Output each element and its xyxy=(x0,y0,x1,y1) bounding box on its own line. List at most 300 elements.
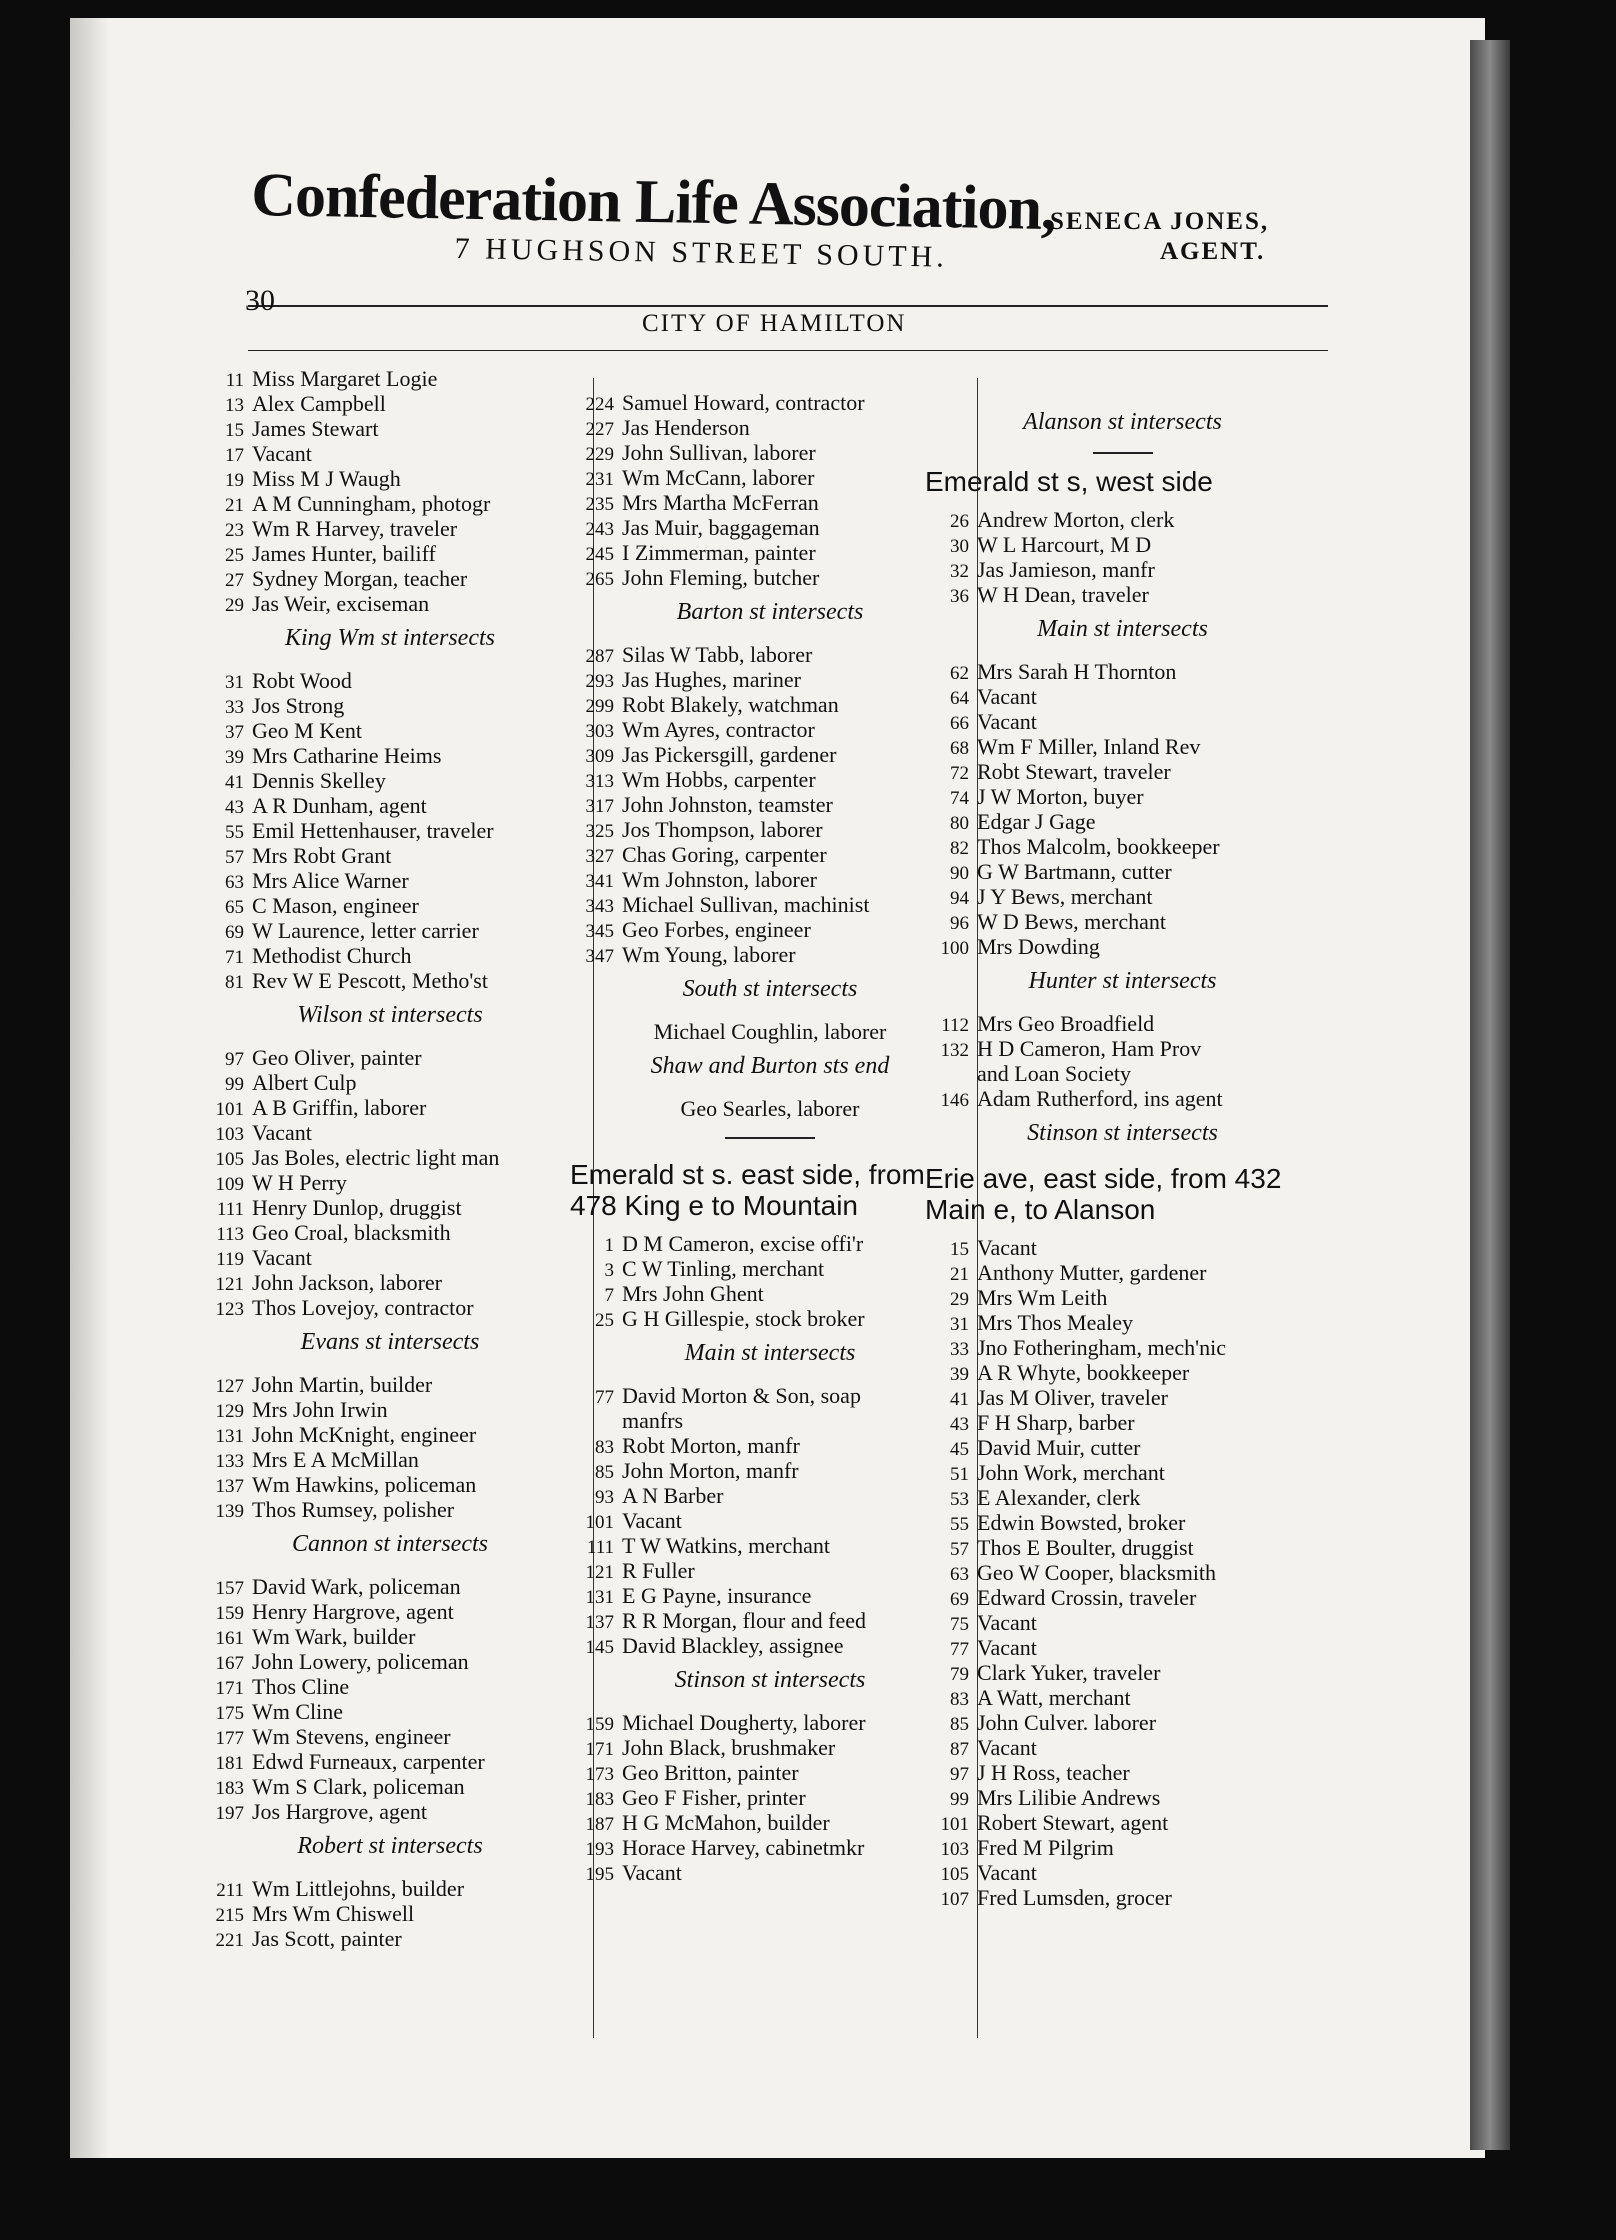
directory-entry xyxy=(200,1422,580,1447)
directory-entry xyxy=(925,1885,1320,1910)
directory-entry xyxy=(570,917,970,942)
directory-entry xyxy=(925,859,1320,884)
resident-name: Mrs John Ghent xyxy=(622,1281,764,1306)
house-number: 3 xyxy=(604,1260,614,1281)
directory-entry xyxy=(925,759,1320,784)
resident-name: Geo Britton, painter xyxy=(622,1760,799,1785)
house-number: 90 xyxy=(950,863,969,884)
house-number: 145 xyxy=(585,1637,614,1658)
house-number: 23 xyxy=(225,520,244,541)
house-number: 317 xyxy=(585,796,614,817)
house-number: 31 xyxy=(950,1314,969,1335)
directory-entry xyxy=(925,1335,1320,1360)
resident-name: A R Dunham, agent xyxy=(252,793,427,818)
resident-name: Jas Henderson xyxy=(622,415,750,440)
house-number: 103 xyxy=(215,1124,244,1145)
directory-entry xyxy=(570,1508,970,1533)
house-number: 132 xyxy=(940,1040,969,1061)
resident-name: John McKnight, engineer xyxy=(252,1422,477,1447)
house-number: 227 xyxy=(585,419,614,440)
directory-entry xyxy=(200,441,580,466)
advertisement-agent-title: AGENT. xyxy=(1160,238,1266,265)
resident-name: James Hunter, bailiff xyxy=(252,541,436,566)
directory-entry xyxy=(570,465,970,490)
directory-entry xyxy=(925,1460,1320,1485)
directory-entry xyxy=(925,1735,1320,1760)
house-number: 21 xyxy=(225,495,244,516)
cross-street-heading: South st intersects xyxy=(682,976,858,1002)
house-number: 139 xyxy=(215,1501,244,1522)
house-number: 31 xyxy=(225,672,244,693)
house-number: 231 xyxy=(585,469,614,490)
resident-name: H D Cameron, Ham Prov xyxy=(977,1036,1202,1061)
resident-name: Geo Forbes, engineer xyxy=(622,917,811,942)
directory-entry xyxy=(200,566,580,591)
directory-entry xyxy=(200,743,580,768)
house-number: 75 xyxy=(950,1614,969,1635)
house-number: 32 xyxy=(950,561,969,582)
directory-entry xyxy=(925,1860,1320,1885)
directory-entry xyxy=(925,1235,1320,1260)
directory-entry xyxy=(925,1485,1320,1510)
house-number: 127 xyxy=(215,1376,244,1397)
resident-name: Jas Pickersgill, gardener xyxy=(622,742,837,767)
resident-name: Rev W E Pescott, Metho'st xyxy=(252,968,488,993)
directory-entry xyxy=(925,1660,1320,1685)
house-number: 11 xyxy=(225,370,244,391)
directory-entry xyxy=(925,1785,1320,1810)
directory-entry xyxy=(570,1633,970,1658)
directory-entry-continuation: and Loan Society xyxy=(977,1061,1131,1086)
resident-name: John Culver. laborer xyxy=(977,1710,1157,1735)
house-number: 99 xyxy=(225,1074,244,1095)
advertisement-agent-name: SENECA JONES, xyxy=(1050,208,1270,235)
resident-name: Mrs Alice Warner xyxy=(252,868,409,893)
house-number: 74 xyxy=(950,788,969,809)
directory-entry xyxy=(925,557,1320,582)
house-number: 146 xyxy=(940,1090,969,1111)
resident-name: John Johnston, teamster xyxy=(622,792,833,817)
directory-entry xyxy=(925,1385,1320,1410)
resident-name: Wm Young, laborer xyxy=(622,942,796,967)
resident-name: Wm Wark, builder xyxy=(252,1624,416,1649)
directory-entry xyxy=(200,1574,580,1599)
directory-entry xyxy=(570,1710,970,1735)
resident-name: W L Harcourt, M D xyxy=(977,532,1152,557)
resident-name: Chas Goring, carpenter xyxy=(622,842,827,867)
directory-entry xyxy=(570,1256,970,1281)
directory-entry xyxy=(200,1070,580,1095)
house-number: 101 xyxy=(585,1512,614,1533)
directory-entry xyxy=(925,1835,1320,1860)
directory-entry xyxy=(200,1901,580,1926)
resident-name: R Fuller xyxy=(622,1558,695,1583)
house-number: 82 xyxy=(950,838,969,859)
directory-column-1 xyxy=(200,366,580,1951)
directory-entry xyxy=(200,693,580,718)
directory-entry xyxy=(200,391,580,416)
resident-name: Vacant xyxy=(977,709,1037,734)
directory-entry xyxy=(570,1533,970,1558)
directory-entry xyxy=(925,884,1320,909)
directory-entry xyxy=(570,717,970,742)
header-rule xyxy=(248,305,1328,307)
house-number: 177 xyxy=(215,1728,244,1749)
resident-name: Henry Hargrove, agent xyxy=(252,1599,454,1624)
directory-entry xyxy=(570,1458,970,1483)
house-number: 25 xyxy=(595,1310,614,1331)
directory-entry xyxy=(570,1835,970,1860)
advertisement-address: 7 HUGHSON STREET SOUTH. xyxy=(454,232,949,274)
resident-name: G W Bartmann, cutter xyxy=(977,859,1172,884)
resident-name: W Laurence, letter carrier xyxy=(252,918,479,943)
resident-name: Robt Morton, manfr xyxy=(622,1433,800,1458)
directory-entry xyxy=(925,809,1320,834)
directory-entry xyxy=(200,466,580,491)
directory-entry xyxy=(925,1810,1320,1835)
directory-entry xyxy=(570,942,970,967)
resident-name: Jno Fotheringham, mech'nic xyxy=(977,1335,1226,1360)
house-number: 129 xyxy=(215,1401,244,1422)
house-number: 299 xyxy=(585,696,614,717)
resident-name: Jas Jamieson, manfr xyxy=(977,557,1155,582)
house-number: 119 xyxy=(216,1249,244,1270)
house-number: 112 xyxy=(941,1015,969,1036)
house-number: 121 xyxy=(215,1274,244,1295)
resident-name: J Y Bews, merchant xyxy=(977,884,1153,909)
resident-name: W D Bews, merchant xyxy=(977,909,1166,934)
house-number: 57 xyxy=(950,1539,969,1560)
resident-name: Miss M J Waugh xyxy=(252,466,401,491)
directory-entry xyxy=(200,868,580,893)
resident-name: Geo M Kent xyxy=(252,718,362,743)
directory-entry xyxy=(570,667,970,692)
resident-name: C W Tinling, merchant xyxy=(622,1256,825,1281)
resident-name: Michael Dougherty, laborer xyxy=(622,1710,866,1735)
resident-name: Vacant xyxy=(622,1508,682,1533)
house-number: 29 xyxy=(225,595,244,616)
house-number: 327 xyxy=(585,846,614,867)
directory-column-2 xyxy=(570,390,970,1885)
resident-name: G H Gillespie, stock broker xyxy=(622,1306,865,1331)
house-number: 87 xyxy=(950,1739,969,1760)
house-number: 341 xyxy=(585,871,614,892)
directory-entry xyxy=(570,1810,970,1835)
cross-street-heading: Stinson st intersects xyxy=(674,1667,866,1693)
resident-name: Wm Johnston, laborer xyxy=(622,867,817,892)
house-number: 21 xyxy=(950,1264,969,1285)
resident-name: David Muir, cutter xyxy=(977,1435,1141,1460)
directory-entry xyxy=(200,818,580,843)
resident-name: Emil Hettenhauser, traveler xyxy=(252,818,494,843)
resident-name: D M Cameron, excise offi'r xyxy=(622,1231,864,1256)
section-divider xyxy=(1093,452,1153,454)
directory-entry xyxy=(200,1245,580,1270)
directory-entry xyxy=(200,718,580,743)
directory-entry xyxy=(570,817,970,842)
directory-entry xyxy=(570,1860,970,1885)
house-number: 325 xyxy=(585,821,614,842)
directory-entry xyxy=(570,490,970,515)
resident-name: Albert Culp xyxy=(252,1070,357,1095)
resident-name: Thos E Boulter, druggist xyxy=(977,1535,1194,1560)
house-number: 175 xyxy=(215,1703,244,1724)
resident-name: Mrs Robt Grant xyxy=(252,843,392,868)
directory-entry xyxy=(925,1560,1320,1585)
house-number: 93 xyxy=(595,1487,614,1508)
house-number: 25 xyxy=(225,545,244,566)
house-number: 96 xyxy=(950,913,969,934)
house-number: 79 xyxy=(950,1664,969,1685)
street-section-heading: Emerald st s, west side xyxy=(925,466,1213,497)
directory-entry xyxy=(200,668,580,693)
resident-name: Anthony Mutter, gardener xyxy=(977,1260,1207,1285)
directory-entry xyxy=(925,532,1320,557)
resident-name: Robt Wood xyxy=(252,668,352,693)
house-number: 101 xyxy=(940,1814,969,1835)
cross-street-heading: Evans st intersects xyxy=(300,1329,480,1355)
resident-name: Vacant xyxy=(977,1860,1037,1885)
house-number: 221 xyxy=(215,1930,244,1951)
house-number: 15 xyxy=(225,420,244,441)
house-number: 43 xyxy=(950,1414,969,1435)
house-number: 293 xyxy=(585,671,614,692)
resident-name: Michael Sullivan, machinist xyxy=(622,892,870,917)
resident-name: Jas Boles, electric light man xyxy=(252,1145,500,1170)
resident-name: T W Watkins, merchant xyxy=(622,1533,831,1558)
cross-street-heading: Wilson st intersects xyxy=(297,1002,483,1028)
street-section-heading: Emerald st s. east side, from 478 King e to Mountain xyxy=(570,1159,925,1221)
directory-entry xyxy=(200,1497,580,1522)
page-number: 30 xyxy=(245,284,275,317)
directory-entry xyxy=(925,1510,1320,1535)
directory-entry xyxy=(925,1011,1320,1036)
directory-entry xyxy=(570,565,970,590)
directory-entry xyxy=(570,1558,970,1583)
house-number: 131 xyxy=(585,1587,614,1608)
house-number: 63 xyxy=(950,1564,969,1585)
house-number: 77 xyxy=(950,1639,969,1660)
directory-entry xyxy=(200,1045,580,1070)
house-number: 72 xyxy=(950,763,969,784)
house-number: 51 xyxy=(950,1464,969,1485)
house-number: 137 xyxy=(585,1612,614,1633)
directory-entry xyxy=(200,491,580,516)
directory-entry xyxy=(200,1220,580,1245)
house-number: 121 xyxy=(585,1562,614,1583)
directory-entry xyxy=(200,1876,580,1901)
resident-name: Robert Stewart, agent xyxy=(977,1810,1169,1835)
directory-entry xyxy=(200,1170,580,1195)
directory-entry xyxy=(200,768,580,793)
directory-entry xyxy=(570,892,970,917)
resident-name: C Mason, engineer xyxy=(252,893,419,918)
house-number: 77 xyxy=(595,1387,614,1408)
house-number: 39 xyxy=(225,747,244,768)
resident-name: A Watt, merchant xyxy=(977,1685,1131,1710)
house-number: 85 xyxy=(950,1714,969,1735)
house-number: 17 xyxy=(225,445,244,466)
resident-name: Robt Stewart, traveler xyxy=(977,759,1171,784)
directory-entry xyxy=(200,1372,580,1397)
house-number: 33 xyxy=(950,1339,969,1360)
house-number: 43 xyxy=(225,797,244,818)
house-number: 343 xyxy=(585,896,614,917)
resident-name: Geo F Fisher, printer xyxy=(622,1785,806,1810)
cross-street-heading: Barton st intersects xyxy=(676,599,864,625)
resident-name: I Zimmerman, painter xyxy=(622,540,816,565)
resident-name: Andrew Morton, clerk xyxy=(977,507,1175,532)
cross-street-heading: King Wm st intersects xyxy=(285,625,495,651)
resident-name: Vacant xyxy=(252,441,312,466)
house-number: 1 xyxy=(604,1235,614,1256)
running-head-rule xyxy=(248,350,1328,351)
house-number: 13 xyxy=(225,395,244,416)
directory-entry xyxy=(200,918,580,943)
house-number: 26 xyxy=(950,511,969,532)
directory-column-3 xyxy=(925,400,1320,1910)
house-number: 80 xyxy=(950,813,969,834)
directory-entry xyxy=(200,1295,580,1320)
house-number: 107 xyxy=(940,1889,969,1910)
house-number: 195 xyxy=(585,1864,614,1885)
resident-name: A R Whyte, bookkeeper xyxy=(977,1360,1190,1385)
directory-entry xyxy=(570,842,970,867)
resident-name: Dennis Skelley xyxy=(252,768,386,793)
resident-name: A M Cunningham, photogr xyxy=(252,491,491,516)
house-number: 109 xyxy=(215,1174,244,1195)
house-number: 133 xyxy=(215,1451,244,1472)
house-number: 193 xyxy=(585,1839,614,1860)
resident-name: Edgar J Gage xyxy=(977,809,1096,834)
house-number: 65 xyxy=(225,897,244,918)
house-number: 68 xyxy=(950,738,969,759)
resident-name: Mrs John Irwin xyxy=(252,1397,388,1422)
resident-name: Mrs Catharine Heims xyxy=(252,743,442,768)
resident-name: Methodist Church xyxy=(252,943,412,968)
house-number: 171 xyxy=(585,1739,614,1760)
resident-name: Jas Weir, exciseman xyxy=(252,591,430,616)
directory-entry xyxy=(925,507,1320,532)
house-number: 171 xyxy=(215,1678,244,1699)
house-number: 39 xyxy=(950,1364,969,1385)
resident-name: Mrs Geo Broadfield xyxy=(977,1011,1155,1036)
resident-name: Vacant xyxy=(977,684,1037,709)
directory-entry-continuation: manfrs xyxy=(622,1408,684,1433)
resident-name: John Work, merchant xyxy=(977,1460,1165,1485)
directory-entry xyxy=(200,1120,580,1145)
directory-entry xyxy=(570,1281,970,1306)
directory-entry xyxy=(200,1270,580,1295)
directory-entry xyxy=(925,1635,1320,1660)
directory-entry xyxy=(200,1649,580,1674)
resident-name: John Martin, builder xyxy=(252,1372,433,1397)
directory-entry xyxy=(570,1608,970,1633)
house-number: 99 xyxy=(950,1789,969,1810)
resident-name: Wm Littlejohns, builder xyxy=(252,1876,465,1901)
house-number: 36 xyxy=(950,586,969,607)
house-number: 62 xyxy=(950,663,969,684)
resident-name: H G McMahon, builder xyxy=(622,1810,830,1835)
resident-name: Edwin Bowsted, broker xyxy=(977,1510,1186,1535)
directory-entry xyxy=(200,1397,580,1422)
directory-entry xyxy=(200,1699,580,1724)
house-number: 41 xyxy=(225,772,244,793)
house-number: 181 xyxy=(215,1753,244,1774)
resident-name: Vacant xyxy=(977,1610,1037,1635)
house-number: 309 xyxy=(585,746,614,767)
directory-entry xyxy=(925,1285,1320,1310)
directory-entry xyxy=(925,1685,1320,1710)
directory-entry xyxy=(200,1095,580,1120)
house-number: 85 xyxy=(595,1462,614,1483)
cross-street-heading: Alanson st intersects xyxy=(1023,409,1222,435)
house-number: 15 xyxy=(950,1239,969,1260)
directory-entry xyxy=(200,1774,580,1799)
resident-name: Jos Strong xyxy=(252,693,345,718)
directory-entry xyxy=(200,1674,580,1699)
resident-name: Samuel Howard, contractor xyxy=(622,390,865,415)
house-number: 53 xyxy=(950,1489,969,1510)
resident-name: Fred M Pilgrim xyxy=(977,1835,1114,1860)
resident-name: W H Perry xyxy=(252,1170,347,1195)
house-number: 287 xyxy=(585,646,614,667)
directory-entry xyxy=(200,516,580,541)
resident-name: Wm Cline xyxy=(252,1699,344,1724)
resident-name: Fred Lumsden, grocer xyxy=(977,1885,1172,1910)
directory-entry xyxy=(200,793,580,818)
directory-entry xyxy=(570,1583,970,1608)
resident-name: E Alexander, clerk xyxy=(977,1485,1141,1510)
resident-name: R R Morgan, flour and feed xyxy=(622,1608,866,1633)
directory-entry xyxy=(570,642,970,667)
resident-name: Geo Oliver, painter xyxy=(252,1045,422,1070)
house-number: 215 xyxy=(215,1905,244,1926)
street-section-heading: Erie ave, east side, from 432 Main e, to Alanson xyxy=(925,1163,1282,1225)
resident-name: Wm McCann, laborer xyxy=(622,465,815,490)
directory-entry xyxy=(570,767,970,792)
house-number: 105 xyxy=(940,1864,969,1885)
resident-name: Robt Blakely, watchman xyxy=(622,692,839,717)
resident-name: E G Payne, insurance xyxy=(622,1583,812,1608)
resident-name: Jas Hughes, mariner xyxy=(622,667,802,692)
resident-name: David Wark, policeman xyxy=(252,1574,461,1599)
directory-entry xyxy=(925,1435,1320,1460)
resident-name: Mrs Wm Leith xyxy=(977,1285,1108,1310)
resident-name: David Blackley, assignee xyxy=(622,1633,844,1658)
house-number: 243 xyxy=(585,519,614,540)
house-number: 45 xyxy=(950,1439,969,1460)
resident-name: Mrs Wm Chiswell xyxy=(252,1901,415,1926)
resident-name: Vacant xyxy=(622,1860,682,1885)
directory-entry xyxy=(570,742,970,767)
resident-name: John Black, brushmaker xyxy=(622,1735,836,1760)
house-number: 131 xyxy=(215,1426,244,1447)
house-number: 69 xyxy=(225,922,244,943)
cross-street-heading: Hunter st intersects xyxy=(1028,968,1217,994)
directory-entry xyxy=(570,1231,970,1256)
directory-entry xyxy=(925,1410,1320,1435)
house-number: 157 xyxy=(215,1578,244,1599)
resident-name: J W Morton, buyer xyxy=(977,784,1144,809)
house-number: 81 xyxy=(225,972,244,993)
house-number: 113 xyxy=(216,1224,244,1245)
house-number: 159 xyxy=(215,1603,244,1624)
house-number: 123 xyxy=(215,1299,244,1320)
house-number: 103 xyxy=(940,1839,969,1860)
resident-name: Vacant xyxy=(977,1735,1037,1760)
house-number: 167 xyxy=(215,1653,244,1674)
